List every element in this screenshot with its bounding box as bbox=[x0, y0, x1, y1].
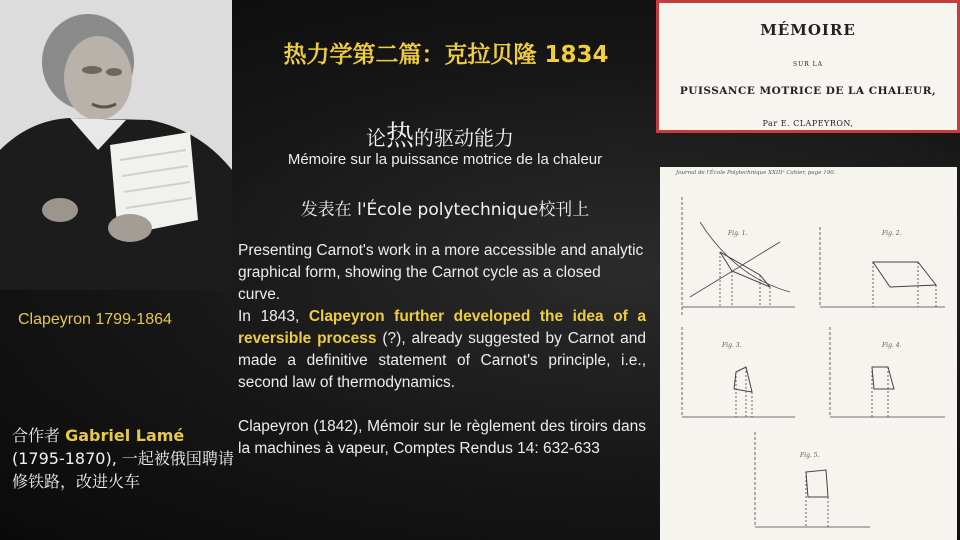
p2-rest: (?), already suggested by Carnot and made a definitive statement of Carnot's principle, i.e., second law of thermodynamics. bbox=[238, 330, 646, 391]
title-page-line2: SUR LA bbox=[793, 61, 823, 68]
portrait-caption: Clapeyron 1799-1864 bbox=[18, 311, 172, 328]
body-text bbox=[238, 240, 646, 460]
collaborator-name: Gabriel Lamé bbox=[65, 426, 185, 445]
title-page-line1: MÉMOIRE bbox=[760, 21, 856, 39]
fig4-diagram bbox=[830, 327, 945, 417]
collaborator-note bbox=[12, 424, 238, 493]
fig3-label: Fig. 3. bbox=[722, 342, 742, 349]
fig2-label: Fig. 2. bbox=[882, 230, 902, 237]
fig4-label: Fig. 4. bbox=[882, 342, 902, 349]
plate-drawings bbox=[660, 167, 957, 540]
subtitle-cn-big: 热 bbox=[385, 119, 414, 152]
paragraph-carnot-work: Presenting Carnot's work in a more accessible and analytic graphical form, showing the Carnot cycle as a closed curve. bbox=[238, 242, 644, 303]
clapeyron-portrait bbox=[0, 0, 232, 290]
fig1-label: Fig. 1. bbox=[728, 230, 748, 237]
title-page-line3: PUISSANCE MOTRICE DE LA CHALEUR, bbox=[679, 85, 937, 97]
fig2-diagram bbox=[820, 227, 945, 307]
reference-citation: Clapeyron (1842), Mémoir sur le règlement des tiroirs dans la machines à vapeur, Comptes Rendus 14: 632-633 bbox=[238, 418, 646, 457]
fig1-diagram bbox=[682, 197, 795, 317]
paragraph-reversible-process bbox=[238, 306, 646, 394]
plate-header: Journal de l'École Polytechnique XXIIIᵉ Cahier, page 190. bbox=[676, 170, 836, 176]
publication-note: 发表在 l'École polytechnique校刊上 bbox=[300, 200, 590, 220]
p2-prefix: In 1843, bbox=[238, 308, 309, 325]
title-page-line4: Par E. CLAPEYRON, bbox=[762, 119, 854, 128]
collaborator-prefix: 合作者 bbox=[12, 426, 66, 445]
collaborator-description: (1795-1870), 一起被俄国聘请修铁路，改进火车 bbox=[12, 449, 234, 491]
subtitle-cn-post: 的驱动能力 bbox=[414, 126, 514, 150]
subtitle-cn-pre: 论 bbox=[365, 126, 386, 150]
slide-title: 热力学第二篇：克拉贝隆 1834 bbox=[283, 42, 609, 68]
subtitle-chinese bbox=[240, 114, 640, 154]
fig3-diagram bbox=[682, 327, 795, 417]
memoir-title-page-image bbox=[656, 0, 960, 133]
p2-highlight: Clapeyron further developed the idea of a reversible process bbox=[238, 308, 646, 347]
subtitle-french: Mémoire sur la puissance motrice de la chaleur bbox=[287, 151, 603, 168]
carnot-cycle-figure-plate bbox=[660, 167, 957, 540]
fig5-diagram bbox=[755, 432, 870, 527]
fig5-label: Fig. 5. bbox=[800, 452, 820, 459]
